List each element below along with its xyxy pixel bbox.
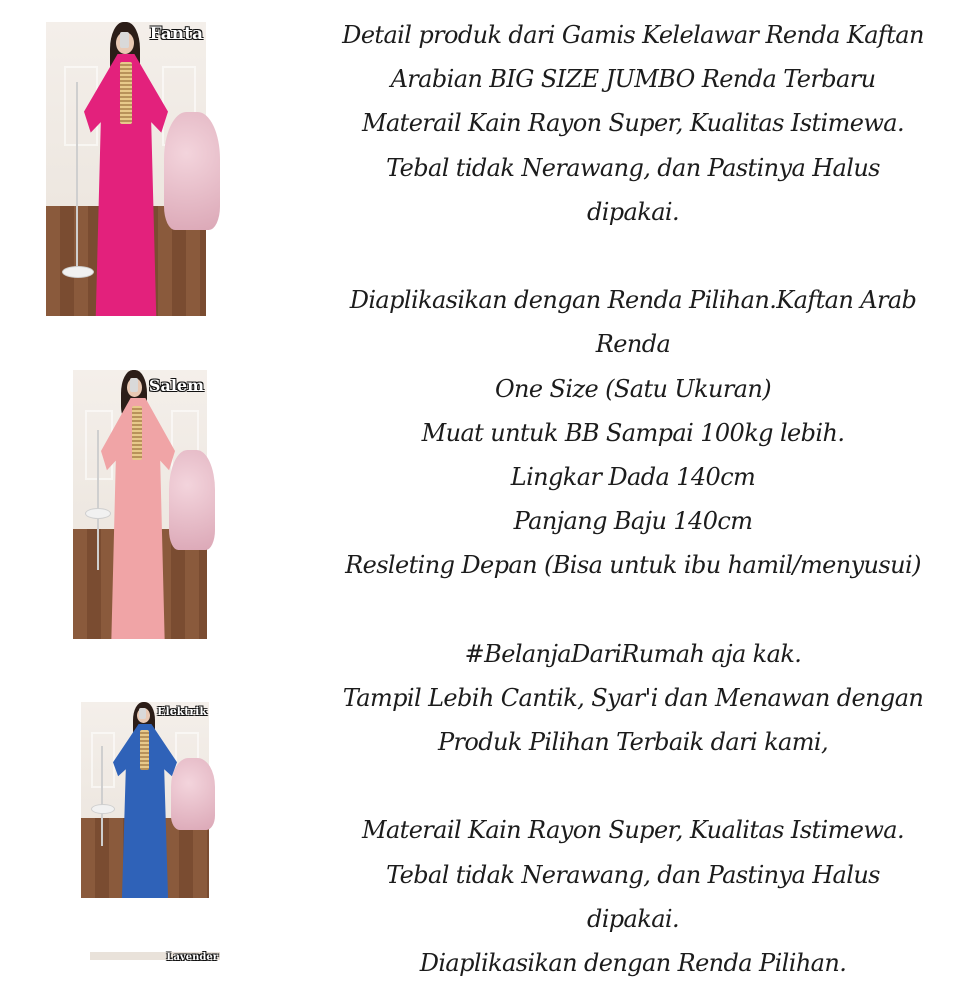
paragraph-gap xyxy=(318,234,948,278)
description-line: Diaplikasikan dengan Renda Pilihan.Kaftan Arab xyxy=(349,286,917,315)
lace-detail xyxy=(132,406,142,460)
description-line: Produk Pilihan Terbaik dari kami, xyxy=(438,728,828,756)
description-line: Resleting Depan (Bisa untuk ibu hamil/menyusui) xyxy=(345,551,921,580)
description-line: Arabian BIG SIZE JUMBO Renda Terbaru xyxy=(390,65,876,94)
wall-panel xyxy=(91,732,115,788)
floor-lamp xyxy=(76,82,78,270)
floor-lamp-base xyxy=(91,804,115,814)
variant-label: Salem xyxy=(148,376,204,395)
description-line: Materail Kain Rayon Super, Kualitas Istimewa. xyxy=(361,109,905,138)
description-line: One Size (Satu Ukuran) xyxy=(494,374,772,403)
model-phone xyxy=(120,32,129,48)
description-line: Tampil Lebih Cantik, Syar'i dan Menawan dengan xyxy=(342,683,924,712)
description-line: Materail Kain Rayon Super, Kualitas Istimewa. xyxy=(361,816,905,845)
paragraph-gap xyxy=(318,587,948,631)
product-description xyxy=(318,13,948,985)
description-line: dipakai. xyxy=(586,197,680,226)
lace-detail xyxy=(120,62,132,124)
description-line: Diaplikasikan dengan Renda Pilihan. xyxy=(419,948,847,977)
pink-armchair xyxy=(164,112,220,230)
pink-armchair xyxy=(169,450,215,550)
paragraph-gap xyxy=(318,764,948,808)
product-photo-salem[interactable] xyxy=(73,370,207,639)
lace-detail xyxy=(140,730,149,770)
product-photo-lavender[interactable] xyxy=(90,952,220,963)
floor-lamp xyxy=(97,430,99,570)
description-line: Panjang Baju 140cm xyxy=(513,507,753,536)
floor-lamp-base xyxy=(62,266,94,278)
description-line: #BelanjaDariRumah aja kak. xyxy=(464,639,802,668)
model-phone xyxy=(130,378,138,392)
variant-label: Elektrik xyxy=(157,705,207,718)
model-phone xyxy=(139,708,146,719)
description-line: dipakai. xyxy=(586,904,680,933)
variant-label: Lavender xyxy=(166,952,218,963)
description-line: Lingkar Dada 140cm xyxy=(510,462,756,491)
floor-lamp xyxy=(101,746,103,846)
description-line: Detail produk dari Gamis Kelelawar Renda Kaftan xyxy=(342,21,924,49)
product-photo-fanta[interactable] xyxy=(46,22,206,316)
variant-label: Fanta xyxy=(149,24,203,44)
description-line: Tebal tidak Nerawang, dan Pastinya Halus xyxy=(386,860,880,889)
floor-lamp-base xyxy=(85,508,111,519)
product-photo-elektrik[interactable] xyxy=(81,702,209,898)
description-line: Muat untuk BB Sampai 100kg lebih. xyxy=(421,418,845,447)
pink-armchair xyxy=(171,758,215,830)
description-line: Tebal tidak Nerawang, dan Pastinya Halus xyxy=(386,153,880,182)
description-line: Renda xyxy=(595,330,671,359)
